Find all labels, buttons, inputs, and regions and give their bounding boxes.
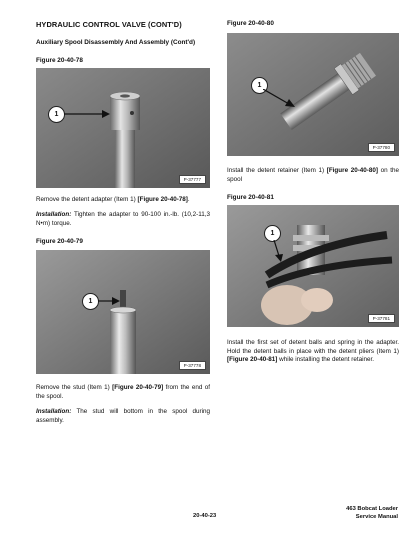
step-text-install-retainer: Install the detent retainer (Item 1) [Figure 20-40-80] on the spool — [227, 167, 399, 183]
figure-photo-81 — [227, 205, 399, 327]
callout-marker: 1 — [48, 106, 65, 123]
step-text-remove-stud: Remove the stud (Item 1) [Figure 20-40-79] from the end of the spool. — [36, 384, 211, 400]
figure-label-78: Figure 20-40-78 — [36, 57, 83, 64]
photo-code: P-37777 — [179, 175, 206, 184]
step-text-install-detent-balls: Install the first set of detent balls and spring in the adapter. Hold the detent balls in place with the detent pliers (Item 1) [Figure 20-40-81] while installing the detent retainer. — [227, 339, 399, 364]
installation-note-torque: Installation: Tighten the adapter to 90-100 in.-lb. (10,2-11,3 N•m) torque. — [36, 211, 210, 227]
callout-marker: 1 — [251, 77, 268, 94]
figure-photo-80 — [227, 33, 399, 156]
section-title: HYDRAULIC CONTROL VALVE (CONT'D) — [36, 20, 182, 29]
page-number: 20-40-23 — [193, 513, 217, 519]
callout-marker: 1 — [82, 293, 99, 310]
photo-code: P-37780 — [368, 143, 395, 152]
step-text-remove-adapter: Remove the detent adapter (Item 1) [Figure 20-40-78]. — [36, 196, 190, 203]
figure-label-79: Figure 20-40-79 — [36, 238, 83, 245]
callout-marker: 1 — [264, 225, 281, 242]
figure-photo-78 — [36, 68, 210, 188]
photo-code: P-37781 — [368, 314, 395, 323]
figure-label-80: Figure 20-40-80 — [227, 20, 274, 27]
figure-photo-79 — [36, 250, 210, 374]
photo-code: P-37778 — [179, 361, 206, 370]
subsection-title: Auxiliary Spool Disassembly And Assembly (Cont'd) — [36, 39, 196, 46]
installation-note-stud: Installation: The stud will bottom in the spool during assembly. — [36, 408, 210, 424]
footer-model: 463 Bobcat Loader — [346, 506, 398, 512]
figure-label-81: Figure 20-40-81 — [227, 194, 274, 201]
footer-manual: Service Manual — [355, 514, 398, 520]
